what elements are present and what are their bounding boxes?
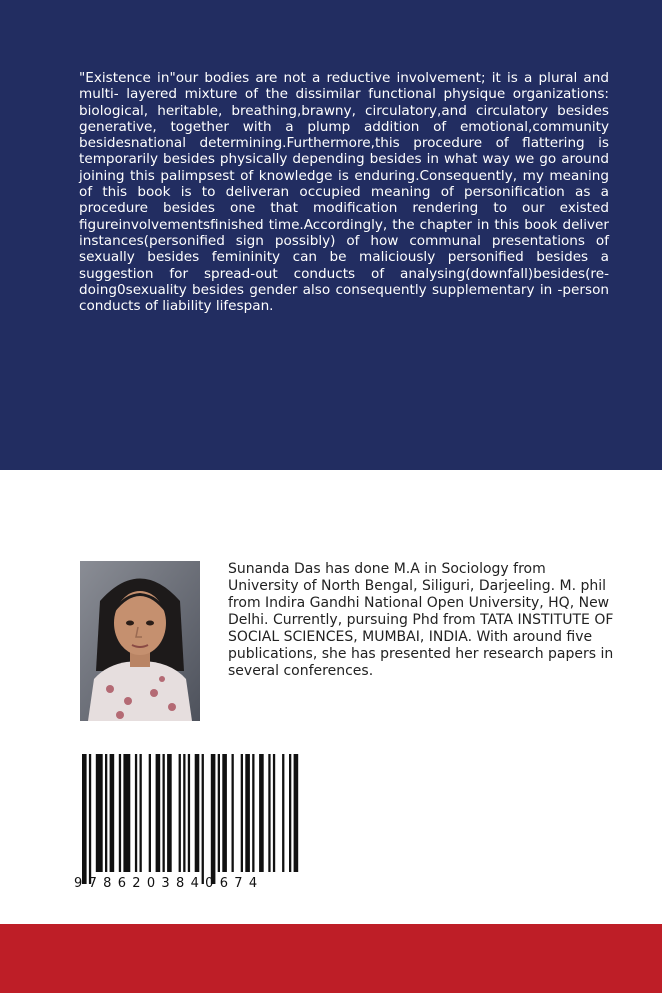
barcode-bar [149,754,151,872]
book-blurb: "Existence in"our bodies are not a reductive involvement; it is a plural and multi- layered mixture of the dissimilar functional physique organizations: biological, heritable, breathing,brawny, circulatory,and circulatory besides generative, together with a plump addition of emotional,community besidesnational determining.Furthermore,this procedure of flattering is temporarily besides physically depending besides in what way we go around joining this palimpsest of knowledge is enduring.Consequently, my meaning of this book is to deliveran occupied meaning of personification as a procedure besides one that modification rendering to our existed figureinvolvementsfinished time.Accordingly, the chapter in this book deliver instances(personified sign possibly) of how communal presentations of sexually besides femininity can be maliciously personified besides a suggestion for spread-out conducts of analysing(downfall)besides(re-doing0sexuality besides gender also consequently supplementary in -person conducts of liability lifespan. [79,70,609,315]
barcode-bar [188,754,190,872]
barcode-bar [268,754,270,872]
author-portrait-image [80,561,200,721]
barcode-bar [289,754,291,872]
isbn-number: 9786203840674 [74,876,264,891]
barcode-bar [105,754,107,872]
author-photo [80,561,200,721]
barcode-bar [252,754,254,872]
barcode-bar [245,754,250,872]
bottom-color-band [0,924,662,993]
barcode-bar [294,754,299,872]
barcode-bar [222,754,227,872]
barcode-bar [96,754,103,872]
barcode-bar [218,754,220,872]
barcode-bar [167,754,172,872]
barcode-bar [273,754,275,872]
barcode-bar [183,754,185,872]
barcode-bar [89,754,91,884]
barcode-bar [140,754,142,872]
barcode-bar [211,754,216,884]
author-bio: Sunanda Das has done M.A in Sociology from University of North Bengal, Siliguri, Darjeeling. M. phil from Indira Gandhi National Open University, HQ, New Delhi. Currently, pursuing Phd from TATA INSTITUTE OF SOCIAL SCIENCES, MUMBAI, INDIA. With around five publications, she has presented her research papers in several conferences. [228,561,614,679]
barcode-bar [135,754,137,872]
barcode-bar [259,754,264,872]
barcode-bar [123,754,130,872]
barcode-bar [119,754,121,872]
barcode-bar [195,754,200,872]
barcode-bar [110,754,115,872]
barcode-bar [163,754,165,872]
blurb-panel [0,0,662,470]
barcode-bar [282,754,284,872]
barcode-bar [232,754,234,872]
barcode-bar [82,754,87,884]
barcode-bar [156,754,161,872]
barcode-bar [241,754,243,872]
barcode-bar [202,754,204,884]
barcode-bar [179,754,181,872]
